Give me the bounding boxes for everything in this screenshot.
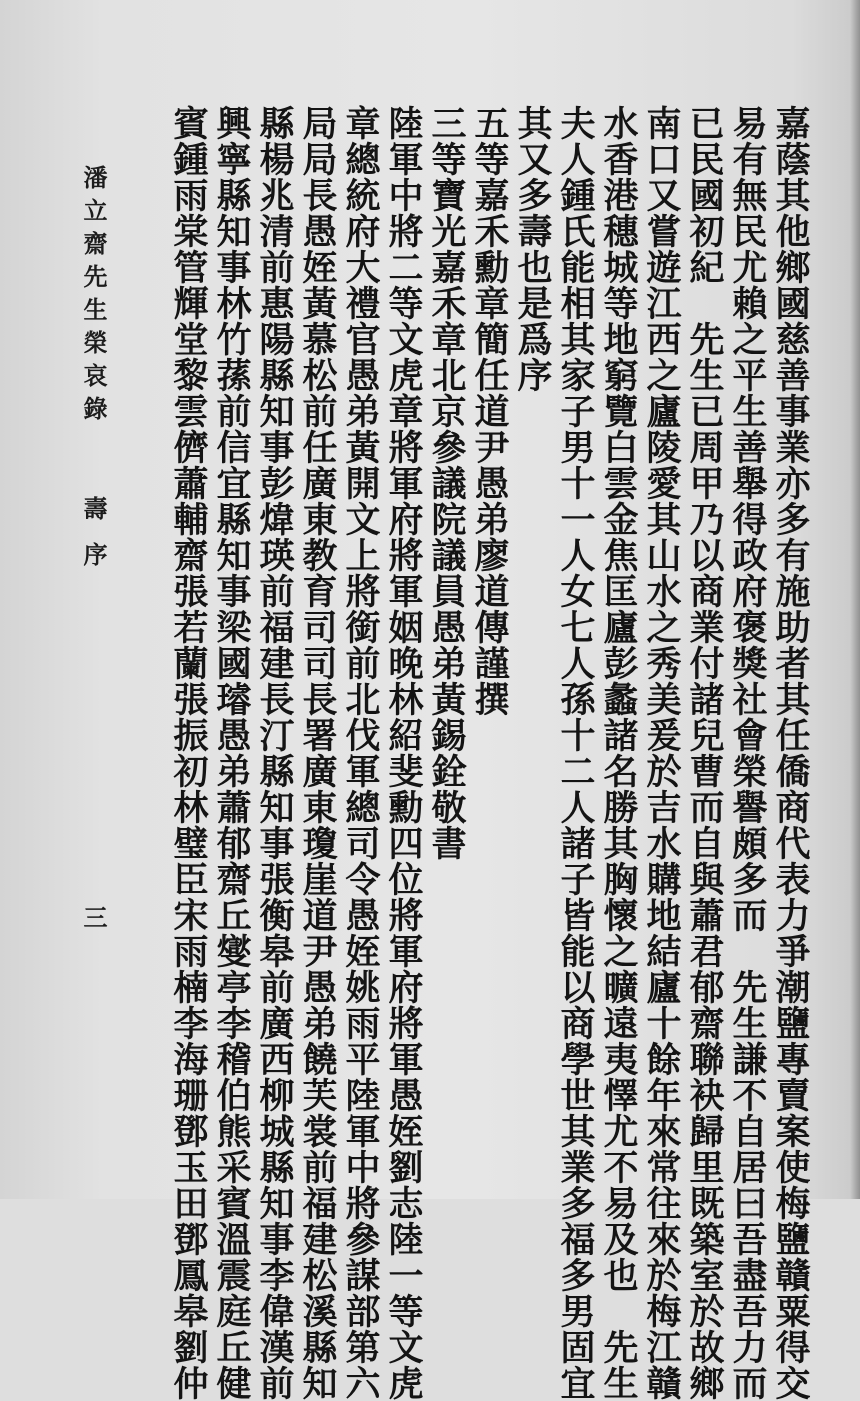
section-label: 壽序 (79, 496, 108, 588)
text-column-signatories: 局局長愚姪黃慕松前任廣東教育司司長署廣東瓊崖道尹愚弟饒芙裳前福建松溪縣知 (297, 105, 338, 1401)
text-column-signatories: 興寧縣知事林竹蓀前信宜縣知事梁國璿愚弟蕭郁齋丘燮亭李稽伯熊采賓溫震庭丘健 (211, 105, 252, 1401)
text-column: 已民國初紀 先生已周甲乃以商業付諸兒曹而自與蕭君郁齋聯袂歸里既築室於故鄉 (684, 105, 725, 1401)
text-column-closing: 其又多壽也是爲序 (512, 105, 553, 393)
text-column: 水香港穗城等地窮覽白雲金焦匡廬彭蠡諸名勝其胸懷之曠遠夷懌尤不易及也 先生 (598, 105, 639, 1401)
text-column: 夫人鍾氏能相其家子男十一人女七人孫十二人諸子皆能以商學世其業多福多男固宜 (555, 105, 596, 1401)
text-column-signatories: 章總統府大禮官愚弟黃開文上將銜前北伐軍總司令愚姪姚雨平陸軍中將參謀部第六 (340, 105, 381, 1401)
calligrapher-signature: 三等寶光嘉禾章北京參議院議員愚弟黃錫銓敬書 (426, 105, 467, 861)
text-column: 嘉蔭其他鄉國慈善事業亦多有施助者其任僑商代表力爭潮鹽專賣案使梅鹽贛粟得交 (770, 105, 811, 1401)
text-column-signatories: 陸軍中將二等文虎章將軍府將軍姻晚林紹斐勳四位將軍府將軍愚姪劉志陸一等文虎 (383, 105, 424, 1401)
author-signature: 五等嘉禾勳章簡任道尹愚弟廖道傳謹撰 (469, 105, 510, 717)
page-number: 三 (79, 905, 108, 929)
text-column: 南口又嘗遊江西之廬陵愛其山水之秀美爰於吉水購地結廬十餘年來常往來於梅江贛 (641, 105, 682, 1401)
book-title: 潘立齋先生榮哀錄 (79, 165, 108, 429)
text-column: 易有無民尤賴之平生善舉得政府褒獎社會榮譽頗多而 先生謙不自居曰吾盡吾力而 (727, 105, 768, 1401)
page-binding-edge (850, 0, 860, 1199)
text-column-signatories: 縣楊兆清前惠陽縣知事彭煒瑛前福建長汀縣知事張衡皋前廣西柳城縣知事李偉漢前 (254, 105, 295, 1401)
text-column-signatories: 賓鍾雨棠管輝堂黎雲儕蕭輔齋張若蘭張振初林璧臣宋雨楠李海珊鄧玉田鄧鳳皋劉仲 (168, 105, 209, 1401)
